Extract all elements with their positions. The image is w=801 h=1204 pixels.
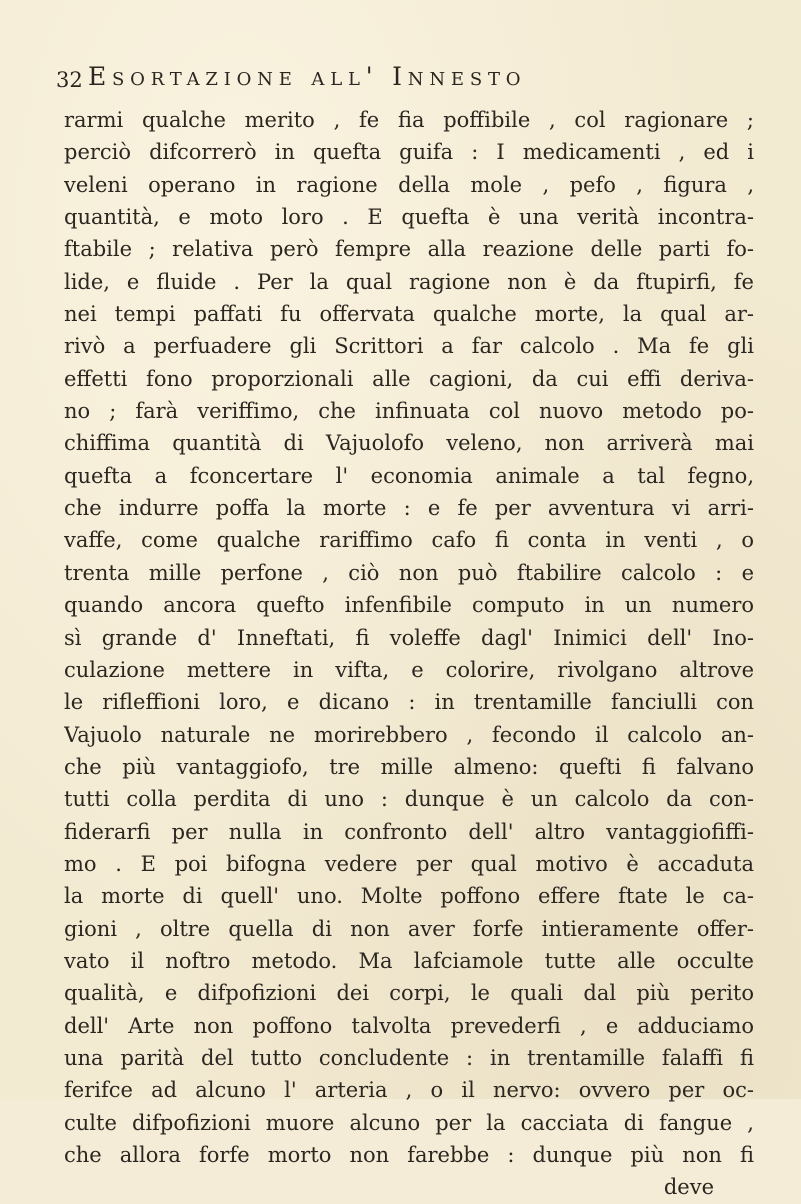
text-line: trenta mille perfone , ciò non può ftabilire calcolo : e [64,560,754,585]
text-line: perciò difcorrerò in quefta guifa : I medicamenti , ed i [64,140,754,165]
text-line: sì grande d' Inneftati, fi voleffe dagl' Inimici dell' Ino- [64,625,754,650]
running-header [56,62,746,96]
text-line: no ; farà veriffimo, che infinuata col nuovo metodo po- [64,399,754,424]
text-line: una parità del tutto concludente : in trentamille falaffi fi [64,1045,754,1070]
page-number: 32 [56,68,83,92]
text-line: quefta a fconcertare l' economia animale a tal fegno, [64,463,754,488]
text-line: veleni operano in ragione della mole , pefo , figura , [64,172,754,197]
text-line: vato il noftro metodo. Ma lafciamole tutte alle occulte [64,948,754,973]
running-title: Esortazione all' Innesto [88,62,527,91]
catchword: deve [663,1175,714,1200]
text-line: tutti colla perdita di uno : dunque è un calcolo da con- [64,787,754,812]
text-line: che allora forfe morto non farebbe : dunque più non fi [64,1143,754,1167]
text-line: ferifce ad alcuno l' arteria , o il nervo: ovvero per oc- [64,1078,754,1103]
text-line: Vajuolo naturale ne morirebbero , fecondo il calcolo an- [64,722,754,747]
text-line: ftabile ; relativa però fempre alla reazione delle parti fo- [64,237,754,262]
text-line: mo . E poi bifogna vedere per qual motivo è accaduta [64,851,754,876]
text-line: culte difpofizioni muore alcuno per la cacciata di fangue , [64,1110,754,1135]
text-line: qualità, e difpofizioni dei corpi, le quali dal più perito [64,981,754,1006]
text-line: la morte di quell' uno. Molte poffono effere ftate le ca- [64,884,754,909]
text-line: nei tempi paffati fu offervata qualche morte, la qual ar- [64,302,754,327]
text-line: vaffe, come qualche rariffimo cafo fi conta in venti , o [64,528,754,553]
text-line: dell' Arte non poffono talvolta prevederfi , e adduciamo [64,1013,754,1038]
text-line: che indurre poffa la morte : e fe per avventura vi arri- [64,496,754,521]
text-line: culazione mettere in vifta, e colorire, rivolgano altrove [64,657,754,682]
text-line: gioni , oltre quella di non aver forfe intieramente offer- [64,916,754,941]
text-line: lide, e fluide . Per la qual ragione non è da ftupirfi, fe [64,269,754,294]
text-line: fiderarfi per nulla in confronto dell' altro vantaggiofiffi- [64,819,754,844]
text-line: rarmi qualche merito , fe fia poffibile , col ragionare ; [64,108,754,132]
text-line: rivò a perfuadere gli Scrittori a far calcolo . Ma fe gli [64,334,754,359]
text-line: quando ancora quefto infenfibile computo in un numero [64,593,754,618]
text-line: effetti fono proporzionali alle cagioni, da cui effi deriva- [64,366,754,391]
text-line: quantità, e moto loro . E quefta è una verità incontra- [64,205,754,230]
text-line: che più vantaggiofo, tre mille almeno: quefti fi falvano [64,754,754,779]
text-line: le rifleffioni loro, e dicano : in trentamille fanciulli con [64,690,754,715]
body-text [64,104,754,1204]
text-line: chiffima quantità di Vajuolofo veleno, non arriverà mai [64,431,754,456]
